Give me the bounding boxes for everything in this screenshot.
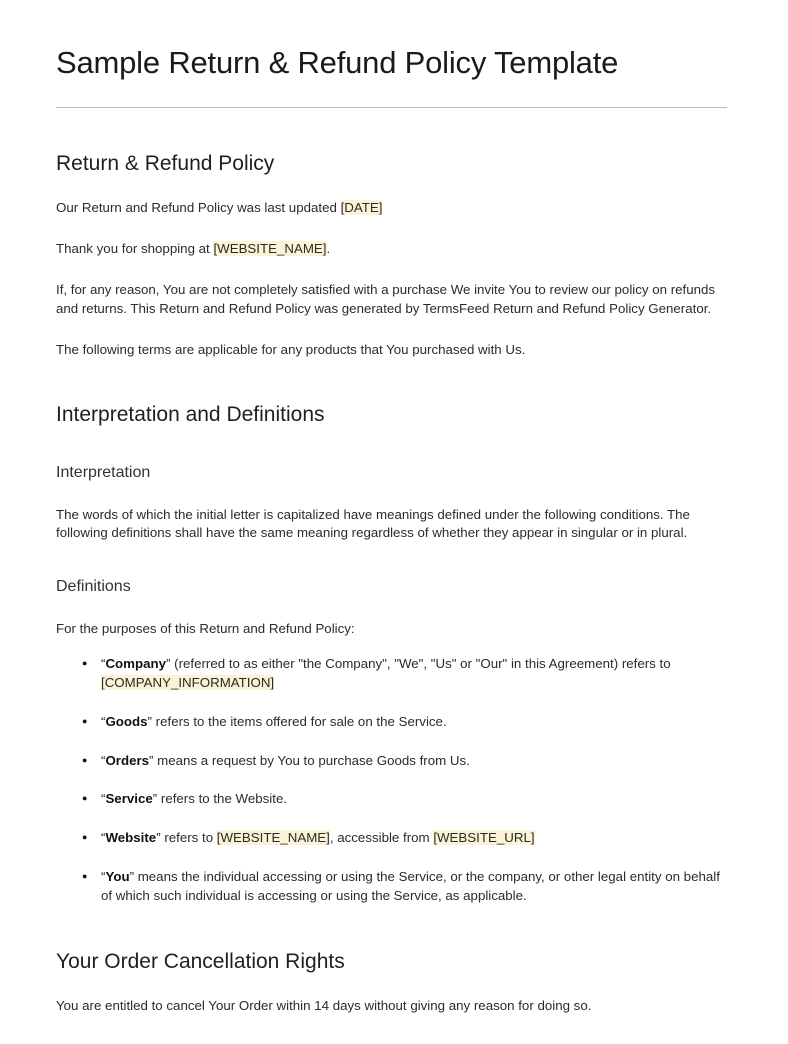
list-item <box>56 713 727 732</box>
document-content <box>56 44 727 1016</box>
quote-close: ” <box>166 655 171 671</box>
subheading-interpretation: Interpretation <box>56 463 151 481</box>
last-updated-text: Our Return and Refund Policy was last updated <box>56 200 341 216</box>
definitions-list <box>56 655 727 906</box>
section-heading-return-refund-policy: Return & Refund Policy <box>56 151 275 175</box>
paragraph-thank-you <box>56 240 727 259</box>
quote-open: “ <box>101 791 106 807</box>
subheading-definitions: Definitions <box>56 578 131 596</box>
section-heading-order-cancellation-rights: Your Order Cancellation Rights <box>56 949 345 973</box>
definition-text: refers to the Website. <box>157 791 288 807</box>
paragraph-cancellation: You are entitled to cancel Your Order within 14 days without giving any reason for doing so. <box>56 998 592 1014</box>
definition-text: refers to <box>160 830 217 846</box>
definition-term: Orders <box>105 752 150 768</box>
thanks-text: Thank you for shopping at <box>56 240 214 256</box>
definition-term: You <box>105 869 130 885</box>
quote-close: ” <box>149 752 154 768</box>
list-item <box>56 655 727 693</box>
quote-close: ” <box>129 869 135 885</box>
definition-term: Company <box>105 655 167 671</box>
paragraph-for-purposes: For the purposes of this Return and Refund Policy: <box>56 621 355 637</box>
definition-text: means the individual accessing or using the Service, or the company, or other legal entity on behalf of which such individual is accessing or using the Service, as applicable. <box>101 869 720 904</box>
definition-term: Goods <box>105 713 148 729</box>
quote-open: “ <box>101 830 106 846</box>
list-item <box>56 829 727 848</box>
list-item <box>56 868 727 906</box>
quote-close: ” <box>152 791 158 807</box>
thanks-period: . <box>326 240 331 256</box>
paragraph-intro: If, for any reason, You are not completely satisfied with a purchase We invite You to review our policy on refunds and returns. This Return and Refund Policy was generated by TermsFeed Return and Refund Policy Generator. <box>56 281 716 316</box>
page-title: Sample Return & Refund Policy Template <box>56 45 619 80</box>
quote-open: “ <box>101 655 106 671</box>
quote-close: ” <box>156 830 161 846</box>
paragraph-terms-applicable: The following terms are applicable for any products that You purchased with Us. <box>56 341 526 357</box>
paragraph-last-updated <box>56 199 727 218</box>
paragraph-interpretation: The words of which the initial letter is capitalized have meanings defined under the following conditions. The following definitions shall have the same meaning regardless of whether they appear in singular or in plural. <box>56 506 690 541</box>
quote-close: ” <box>147 713 152 729</box>
placeholder-website-name: [WEBSITE_NAME] <box>216 830 330 846</box>
placeholder-date: [DATE] <box>340 200 383 216</box>
definition-term: Website <box>105 830 157 846</box>
title-divider <box>56 107 727 108</box>
quote-open: “ <box>101 752 106 768</box>
placeholder-company-information: [COMPANY_INFORMATION] <box>101 674 275 690</box>
definition-text: refers to the items offered for sale on the Service. <box>151 713 447 729</box>
placeholder-website-name: [WEBSITE_NAME] <box>213 240 327 256</box>
definition-text: means a request by You to purchase Goods from Us. <box>153 752 470 768</box>
section-heading-interpretation-definitions: Interpretation and Definitions <box>56 403 325 427</box>
list-item <box>56 790 727 809</box>
quote-open: “ <box>101 713 106 729</box>
definition-term: Service <box>105 791 153 807</box>
placeholder-website-url: [WEBSITE_URL] <box>433 830 535 846</box>
definition-text: (referred to as either "the Company", "We", "Us" or "Our" in this Agreement) refers to <box>170 655 671 671</box>
list-item <box>56 752 727 771</box>
quote-open: “ <box>101 869 106 885</box>
definition-text-middle: , accessible from <box>329 830 434 846</box>
